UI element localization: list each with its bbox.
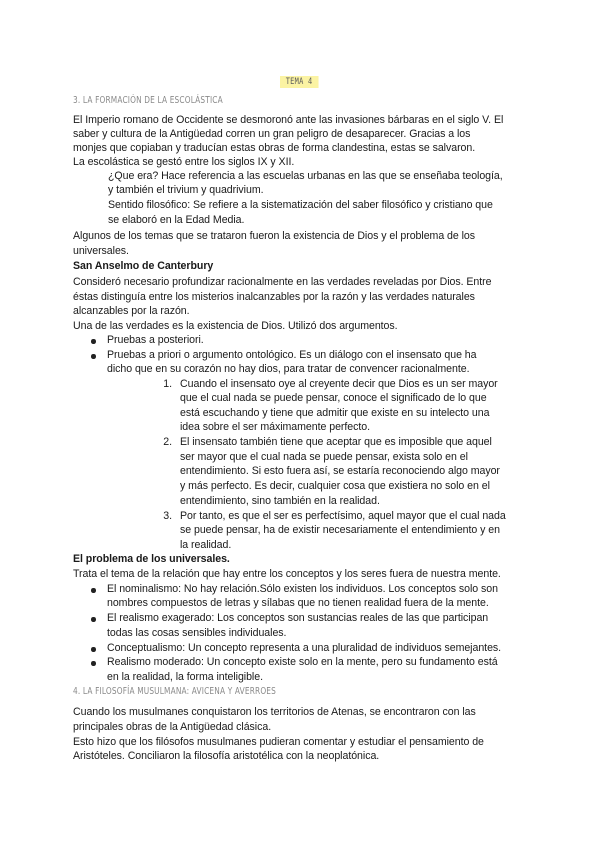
argument-1-line-4: idea sobre el ser máximamente perfecto.	[180, 421, 371, 433]
anselmo-bullet-1: Pruebas a posteriori.	[107, 334, 204, 346]
argument-2-line-1: El insensato también tiene que aceptar que es imposible que aquel	[180, 436, 492, 448]
realismo-moderado-line-1: Realismo moderado: Un concepto existe solo en la mente, pero su fundamento está	[107, 656, 498, 668]
argument-3-line-1: Por tanto, es que el ser es perfectísimo, aquel mayor que el cual nada	[180, 510, 506, 522]
conceptualismo: Conceptualismo: Un concepto representa a una pluralidad de individuos semejantes.	[107, 642, 502, 654]
section-3-title: 3. LA FORMACIÓN DE LA ESCOLÁSTICA	[73, 95, 223, 106]
section-4-p1-line-2: principales obras de la Antigüedad clásica.	[73, 721, 272, 733]
argument-2-line-4: y más perfecto. Es decir, cualquier cosa que existiera no solo en el	[180, 480, 490, 492]
argument-3-line-3: la realidad.	[180, 539, 232, 551]
bullet-dot	[91, 354, 96, 359]
section-3-centuries: La escolástica se gestó entre los siglos IX y XII.	[73, 156, 295, 168]
bullet-dot	[91, 588, 96, 593]
argument-2-line-5: entendimiento, sino también en la realidad.	[180, 495, 380, 507]
universales-heading: El problema de los universales.	[73, 553, 230, 565]
definition-line-3: Sentido filosófico: Se refiere a la sistematización del saber filosófico y cristiano que	[108, 199, 493, 211]
argument-1-line-1: Cuando el insensato oye al creyente decir que Dios es un ser mayor	[180, 378, 498, 390]
section-4-title: 4. LA FILOSOFÍA MUSULMANA: AVICENA Y AVERROES	[73, 686, 277, 697]
section-4-p2-line-2: Aristóteles. Conciliaron la filosofía aristotélica con la neoplatónica.	[73, 750, 380, 762]
numbered-marker-2: 2.	[163, 436, 172, 448]
section-4-p1-line-1: Cuando los musulmanes conquistaron los territorios de Atenas, se encontraron con las	[73, 706, 476, 718]
argument-1-line-2: que el cual nada se puede pensar, conoce el significado de lo que	[180, 392, 487, 404]
argument-1-line-3: está escuchando y tiene que admitir que existe en su intelecto una	[180, 407, 490, 419]
nominalismo-line-1: El nominalismo: No hay relación.Sólo existen los individuos. Los conceptos solo son	[107, 583, 498, 595]
bullet-dot	[91, 647, 96, 652]
anselmo-bullet-2-line-1: Pruebas a priori o argumento ontológico. Es un diálogo con el insensato que ha	[107, 349, 477, 361]
section-4-p2-line-1: Esto hizo que los filósofos musulmanes pudieran comentar y estudiar el pensamiento de	[73, 736, 484, 748]
bullet-dot	[91, 661, 96, 666]
section-3-intro-line-2: saber y cultura de la Antigüedad corren un gran peligro de desaparecer. Gracias a los	[73, 128, 471, 140]
topic-label: TEMA 4	[280, 76, 318, 88]
section-3-topics-line-2: universales.	[73, 245, 129, 257]
numbered-marker-1: 1.	[163, 378, 172, 390]
bullet-dot	[91, 339, 96, 344]
anselmo-p2: Una de las verdades es la existencia de Dios. Utilizó dos argumentos.	[73, 320, 398, 332]
anselmo-p1-line-3: alcanzables por la razón.	[73, 305, 190, 317]
section-3-topics-line-1: Algunos de los temas que se trataron fueron la existencia de Dios y el problema de los	[73, 230, 476, 242]
bullet-dot	[91, 617, 96, 622]
anselmo-heading: San Anselmo de Canterbury	[73, 260, 214, 272]
realismo-exagerado-line-2: todas las cosas sensibles individuales.	[107, 627, 287, 639]
realismo-exagerado-line-1: El realismo exagerado: Los conceptos son sustancias reales de las que participan	[107, 612, 489, 624]
section-3-intro-line-3: monjes que copiaban y traducían estas obras de forma clandestina, estas se salvaron.	[73, 142, 476, 154]
argument-2-line-2: ser mayor que el cual nada se puede pensar, exista solo en el	[180, 451, 468, 463]
definition-line-4: se elaboró en la Edad Media.	[108, 214, 245, 226]
section-3-intro-line-1: El Imperio romano de Occidente se desmoronó ante las invasiones bárbaras en el siglo V. El	[73, 114, 504, 126]
definition-line-1: ¿Que era? Hace referencia a las escuelas urbanas en las que se enseñaba teología,	[108, 170, 503, 182]
anselmo-bullet-2-line-2: dicho que en su corazón no hay dios, para tratar de convencer racionalmente.	[107, 363, 470, 375]
definition-line-2: y también el trivium y quadrivium.	[108, 184, 264, 196]
universales-intro: Trata el tema de la relación que hay entre los conceptos y los seres fuera de nuestra mente.	[73, 568, 501, 580]
anselmo-p1-line-1: Consideró necesario profundizar racionalmente en las verdades reveladas por Dios. Entre	[73, 276, 492, 288]
argument-2-line-3: entendimiento. Si esto fuera así, se estaría reconociendo algo mayor	[180, 465, 500, 477]
argument-3-line-2: se puede pensar, ha de existir necesariamente el entendimiento y en	[180, 524, 500, 536]
nominalismo-line-2: nombres compuestos de letras y sílabas que no tienen realidad fuera de la mente.	[107, 597, 489, 609]
realismo-moderado-line-2: en la realidad, la forma inteligible.	[107, 671, 263, 683]
numbered-marker-3: 3.	[163, 510, 172, 522]
anselmo-p1-line-2: éstas distinguía entre los misterios inalcanzables por la razón y las verdades naturales	[73, 291, 475, 303]
